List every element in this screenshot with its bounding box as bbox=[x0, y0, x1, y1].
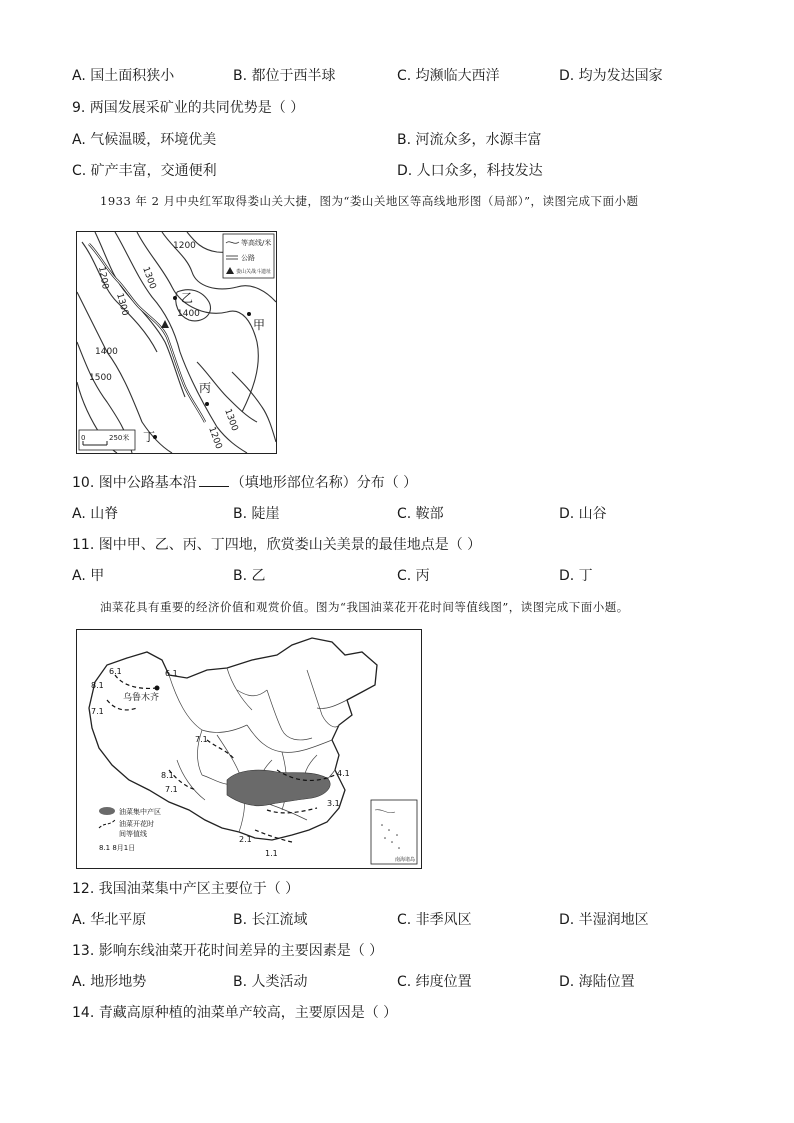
isoline-label: 3.1 bbox=[327, 799, 340, 808]
q8-option-c: C. 均濒临大西洋 bbox=[397, 68, 500, 84]
isoline-label: 6.1 bbox=[165, 669, 178, 678]
isoline-label: 2.1 bbox=[239, 835, 252, 844]
contour-label: 1200 bbox=[96, 265, 110, 291]
q10-option-c: C. 鞍部 bbox=[397, 506, 444, 522]
q11-option-d: D. 丁 bbox=[559, 568, 593, 584]
place-yi: 乙 bbox=[181, 291, 194, 305]
q13-option-c: C. 纬度位置 bbox=[397, 974, 472, 990]
q8-option-d: D. 均为发达国家 bbox=[559, 68, 663, 84]
isoline-legend-icon bbox=[99, 820, 115, 828]
south-china-sea-inset bbox=[371, 800, 417, 864]
q12-option-b: B. 长江流域 bbox=[233, 912, 308, 928]
isoline-label: 1.1 bbox=[265, 849, 278, 858]
svg-text:娄山关战斗遗址: 娄山关战斗遗址 bbox=[236, 269, 272, 275]
q9-option-a: A. 气候温暖，环境优美 bbox=[72, 132, 217, 148]
q10-stem: 10. 图中公路基本沿 （填地形部位名称）分布（ ） bbox=[72, 475, 418, 491]
place-dot bbox=[247, 312, 251, 316]
q14-stem: 14. 青藏高原种植的油菜单产较高，主要原因是（ ） bbox=[72, 1005, 398, 1021]
contour-label: 1400 bbox=[95, 347, 118, 357]
city-urumqi: 乌鲁木齐 bbox=[123, 693, 160, 703]
place-jia: 甲 bbox=[253, 318, 266, 332]
contour-label: 1300 bbox=[222, 407, 240, 433]
place-bing: 丙 bbox=[199, 381, 212, 395]
isoline-label: 8.1 bbox=[161, 771, 174, 780]
q13-option-b: B. 人类活动 bbox=[233, 974, 308, 990]
battle-site-icon bbox=[161, 320, 169, 328]
contour-label: 1500 bbox=[89, 373, 112, 383]
svg-text:南海诸岛: 南海诸岛 bbox=[395, 857, 416, 863]
svg-text:0: 0 bbox=[81, 434, 86, 442]
isoline-label: 7.1 bbox=[195, 735, 208, 744]
place-ding: 丁 bbox=[143, 430, 156, 444]
contour-label: 1200 bbox=[173, 241, 196, 251]
map2-legend bbox=[99, 807, 161, 852]
isoline-label: 4.1 bbox=[337, 769, 350, 778]
q11-stem: 11. 图中甲、乙、丙、丁四地，欣赏娄山关美景的最佳地点是（ ） bbox=[72, 537, 482, 553]
svg-text:公路: 公路 bbox=[241, 254, 255, 262]
place-dot bbox=[205, 402, 209, 406]
svg-text:250米: 250米 bbox=[109, 434, 130, 442]
scale-bar bbox=[79, 430, 135, 450]
isoline-label: 8.1 bbox=[91, 681, 104, 690]
q10-option-a: A. 山脊 bbox=[72, 506, 119, 522]
contour-label: 1200 bbox=[206, 425, 224, 451]
intro-rapeseed: 油菜花具有重要的经济价值和观赏价值。图为“我国油菜花开花时间等值线图”，读图完成下面小题。 bbox=[100, 600, 629, 614]
svg-text:油菜集中产区: 油菜集中产区 bbox=[119, 808, 161, 816]
q12-stem: 12. 我国油菜集中产区主要位于（ ） bbox=[72, 881, 300, 897]
q11-option-c: C. 丙 bbox=[397, 568, 430, 584]
q13-option-a: A. 地形地势 bbox=[72, 974, 147, 990]
q12-option-a: A. 华北平原 bbox=[72, 912, 147, 928]
isoline-label: 7.1 bbox=[91, 707, 104, 716]
q9-stem: 9. 两国发展采矿业的共同优势是（ ） bbox=[72, 100, 305, 116]
svg-text:油菜开花时: 油菜开花时 bbox=[119, 820, 154, 828]
q11-option-b: B. 乙 bbox=[233, 568, 266, 584]
intro-loushanguan: 1933 年 2 月中央红军取得娄山关大捷，图为“娄山关地区等高线地形图（局部）”，读图完成下面小题 bbox=[100, 194, 639, 208]
q13-stem: 13. 影响东线油菜开花时间差异的主要因素是（ ） bbox=[72, 943, 384, 959]
q8-option-b: B. 都位于西半球 bbox=[233, 68, 336, 84]
isoline-label: 6.1 bbox=[109, 667, 122, 676]
q13-option-d: D. 海陆位置 bbox=[559, 974, 635, 990]
contour-map bbox=[76, 231, 277, 454]
contour-label: 1300 bbox=[140, 265, 158, 291]
q10-option-d: D. 山谷 bbox=[559, 506, 607, 522]
map1-legend bbox=[223, 234, 274, 278]
q10-option-b: B. 陡崖 bbox=[233, 506, 280, 522]
isoline-label: 7.1 bbox=[165, 785, 178, 794]
place-dot bbox=[173, 296, 177, 300]
q9-option-c: C. 矿产丰富，交通便利 bbox=[72, 163, 217, 179]
q12-option-c: C. 非季风区 bbox=[397, 912, 472, 928]
contour-label: 1300 bbox=[114, 292, 130, 317]
q11-option-a: A. 甲 bbox=[72, 568, 105, 584]
svg-text:等高线/米: 等高线/米 bbox=[241, 239, 272, 247]
svg-text:间等值线: 间等值线 bbox=[119, 830, 147, 838]
contour-label: 1400 bbox=[177, 309, 200, 319]
svg-text:8.1 8月1日: 8.1 8月1日 bbox=[99, 844, 136, 852]
q8-option-a: A. 国土面积狭小 bbox=[72, 68, 175, 84]
q9-option-b: B. 河流众多，水源丰富 bbox=[397, 132, 542, 148]
q9-option-d: D. 人口众多，科技发达 bbox=[397, 163, 543, 179]
answer-blank bbox=[199, 473, 229, 487]
city-dot bbox=[155, 686, 160, 691]
q12-option-d: D. 半湿润地区 bbox=[559, 912, 649, 928]
area-legend-icon bbox=[99, 807, 115, 815]
china-rapeseed-map bbox=[76, 629, 422, 869]
